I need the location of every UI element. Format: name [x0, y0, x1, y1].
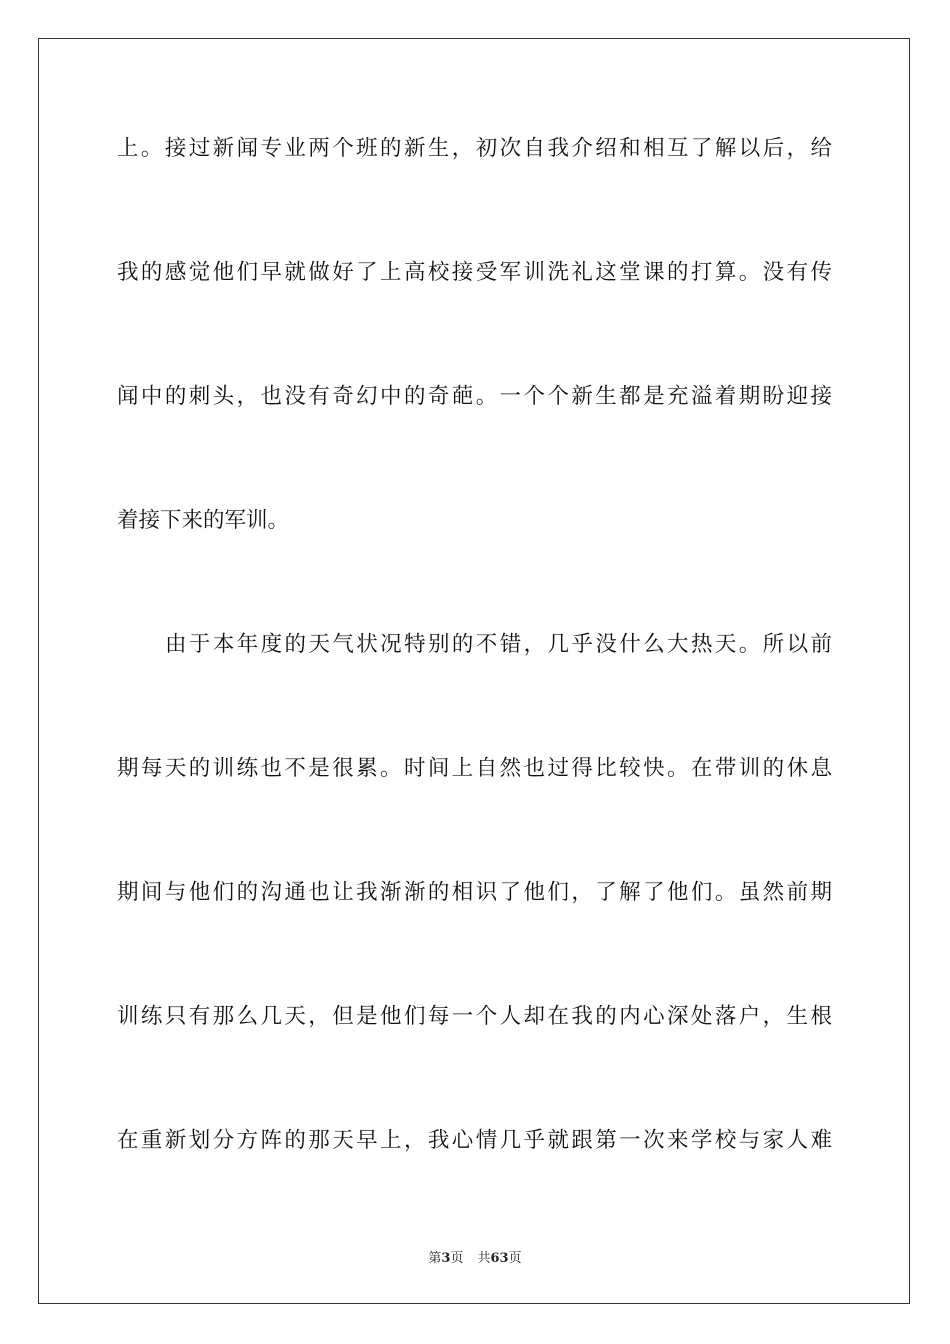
page-suffix: 页 [450, 1251, 464, 1266]
body-text-line: 期每天的训练也不是很累。时间上自然也过得比较快。在带训的休息 [117, 756, 832, 781]
page-prefix: 第 [428, 1251, 442, 1266]
total-pages: 63 [490, 1251, 509, 1266]
body-text-line: 在重新划分方阵的那天早上，我心情几乎就跟第一次来学校与家人难 [117, 1128, 832, 1153]
body-text-line: 由于本年度的天气状况特别的不错，几乎没什么大热天。所以前 [165, 632, 832, 657]
body-text-line: 着接下来的军训。 [117, 508, 290, 533]
page-number: 3 [441, 1251, 451, 1266]
body-text-line: 期间与他们的沟通也让我渐渐的相识了他们，了解了他们。虽然前期 [117, 880, 832, 905]
body-text-line: 训练只有那么几天，但是他们每一个人却在我的内心深处落户，生根 [117, 1004, 832, 1029]
page-border [38, 38, 910, 1304]
page-footer [0, 1247, 950, 1266]
body-text-line: 闻中的刺头，也没有奇幻中的奇葩。一个个新生都是充溢着期盼迎接 [117, 384, 832, 409]
body-text-line: 上。接过新闻专业两个班的新生，初次自我介绍和相互了解以后，给 [117, 136, 832, 161]
total-suffix: 页 [508, 1251, 522, 1266]
body-text-line: 我的感觉他们早就做好了上高校接受军训洗礼这堂课的打算。没有传 [117, 260, 832, 285]
total-prefix: 共 [477, 1251, 491, 1266]
